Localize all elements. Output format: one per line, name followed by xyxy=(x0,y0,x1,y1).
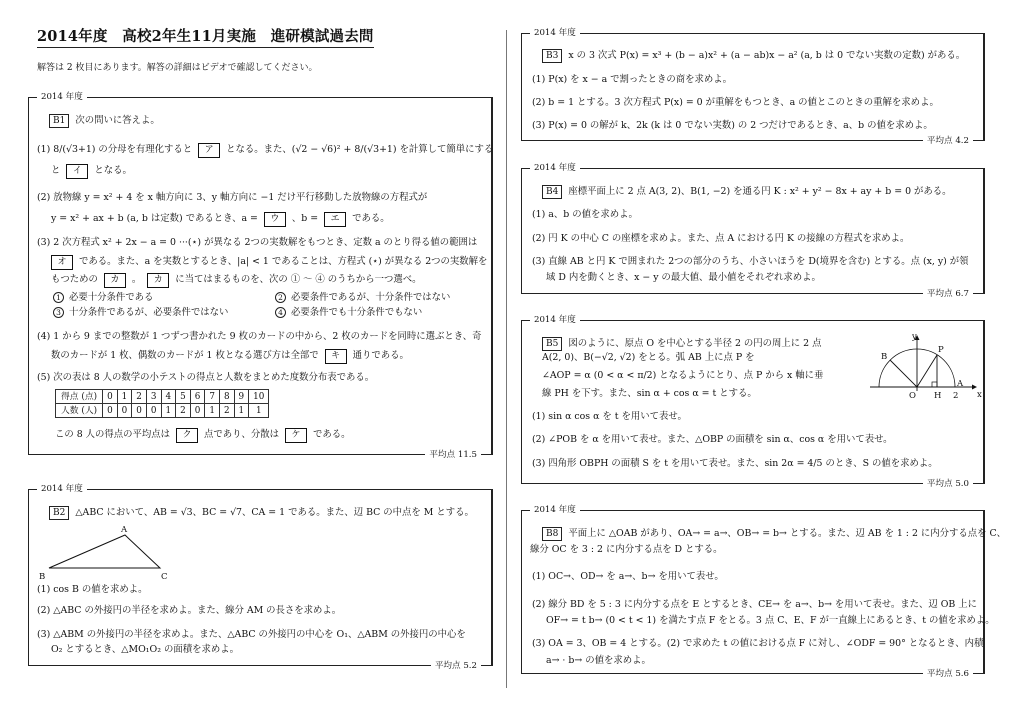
q5-text: この 8 人の得点の平均点は xyxy=(55,429,171,440)
choice-text: 必要十分条件である xyxy=(69,292,154,303)
b8-intro-line2: 線分 OC を 3 : 2 に内分する点を D とする。 xyxy=(530,544,723,555)
b4-q2: (2) 円 K の中心 C の座標を求めよ。また、点 A における円 K の接線の方程式を求めよ。 xyxy=(532,233,910,244)
problem-b4 xyxy=(521,163,985,299)
b4-q1: (1) a、b の値を求めよ。 xyxy=(532,209,638,220)
table-cell: 0 xyxy=(103,390,118,404)
answer-box-e: エ xyxy=(324,212,346,227)
intro-text: x の 3 次式 P(x) = x³ + (b − a)x² + (a − ab)x − a² (a, b は 0 でない実数の定数) がある。 xyxy=(568,50,966,61)
label-b: B xyxy=(39,572,46,582)
q1-text: (1) 8/(√3+1) の分母を有理化すると xyxy=(37,144,193,155)
answer-box-u: ウ xyxy=(264,212,286,227)
q1-text-cont: となる。また、(√2 − √6)² + 8/(√3+1) を計算して簡単にする xyxy=(226,144,494,155)
answer-box-ki: キ xyxy=(325,349,347,364)
q3-text: 。 xyxy=(131,274,142,285)
b4-q3-line1: (3) 直線 AB と円 K で囲まれた 2つの部分のうち、小さいほうを D(境界を含む) とする。点 (x, y) が領 xyxy=(532,256,969,267)
table-cell: 10 xyxy=(249,390,269,404)
q3-text: に当てはまるものを、次の ① 〜 ④ のうちから一つ選べ。 xyxy=(175,274,422,285)
table-cell: 0 xyxy=(146,404,161,418)
answer-box-ku: ク xyxy=(176,428,198,443)
year-label: 2014 年度 xyxy=(37,91,87,103)
choice-number: 3 xyxy=(53,307,64,318)
b5-intro-line2: A(2, 0)、B(−√2, √2) をとる。弧 AB 上に点 P を xyxy=(542,352,755,363)
label-c: C xyxy=(161,572,168,582)
b1-q5-line2 xyxy=(55,428,351,443)
label-a: A xyxy=(957,379,964,389)
choice-text: 必要条件でも十分条件でもない xyxy=(291,307,423,318)
label-b: B xyxy=(881,352,888,362)
b8-q2-line2: OF→ = t b→ (0 < t < 1) を満たす点 F をとる。3 点 C、E、F が一直線上にあるとき、t の値を求めよ。 xyxy=(546,615,995,626)
table-cell: 7 xyxy=(205,390,220,404)
problem-b3 xyxy=(521,28,985,146)
answer-box-ke: ケ xyxy=(285,428,307,443)
average-score: 平均点 6.7 xyxy=(923,288,973,300)
table-cell: 2 xyxy=(219,404,234,418)
year-label: 2014 年度 xyxy=(530,504,580,516)
label-p: P xyxy=(938,345,944,355)
choice-number: 2 xyxy=(275,292,286,303)
problem-b8 xyxy=(521,505,1007,679)
q2-text: である。 xyxy=(352,213,390,224)
intro-text: 平面上に △OAB があり、OA→ = a→、OB→ = b→ とする。また、辺 AB を 1 : 2 に内分する点を C、 xyxy=(568,528,1007,539)
choice-4 xyxy=(275,307,422,319)
average-score: 平均点 5.6 xyxy=(923,668,973,680)
choice-text: 十分条件であるが、必要条件ではない xyxy=(69,307,229,318)
table-cell: 8 xyxy=(219,390,234,404)
b5-intro-line3: ∠AOP = α (0 < α < π/2) となるようにとり、点 P から x 軸に垂 xyxy=(542,370,824,381)
table-cell: 4 xyxy=(161,390,176,404)
b2-q3-line2: O₂ とするとき、△MO₁O₂ の面積を求めよ。 xyxy=(51,644,239,655)
b2-q2: (2) △ABC の外接円の半径を求めよ。また、線分 AM の長さを求めよ。 xyxy=(37,605,342,616)
intro-text: 次の問いに答えよ。 xyxy=(75,115,160,126)
table-cell: 1 xyxy=(161,404,176,418)
answer-box-ka-ref: カ xyxy=(147,273,169,288)
frequency-table xyxy=(55,389,269,418)
answer-box-i: イ xyxy=(66,164,88,179)
q1-text: と xyxy=(51,165,61,176)
year-label: 2014 年度 xyxy=(530,27,580,39)
b2-q3-line1: (3) △ABM の外接円の半径を求めよ。また、△ABC の外接円の中心を O₁、△ABM の外接円の中心を xyxy=(37,629,466,640)
triangle-figure xyxy=(29,490,229,590)
table-cell: 1 xyxy=(234,404,249,418)
b1-q3-line3 xyxy=(51,273,422,288)
table-cell: 1 xyxy=(249,404,269,418)
table-row-scores xyxy=(56,390,269,404)
b3-q1: (1) P(x) を x − a で割ったときの商を求めよ。 xyxy=(532,74,733,85)
intro-text: 座標平面上に 2 点 A(3, 2)、B(1, −2) を通る円 K : x² + y² − 8x + ay + b = 0 がある。 xyxy=(568,186,952,197)
b4-intro xyxy=(542,185,952,199)
intro-text: 図のように、原点 O を中心とする半径 2 の円の周上に 2 点 xyxy=(568,338,822,349)
choice-3 xyxy=(53,307,228,319)
answer-box-a: ア xyxy=(198,143,220,158)
b1-q2-line1: (2) 放物線 y = x² + 4 を x 軸方向に 3、y 軸方向に −1 だけ平行移動した放物線の方程式が xyxy=(37,192,428,203)
q3-text: もつための xyxy=(51,274,98,285)
b8-intro-line1 xyxy=(542,527,1006,541)
problem-b2 xyxy=(28,484,493,671)
average-score: 平均点 4.2 xyxy=(923,135,973,147)
table-row-counts xyxy=(56,404,269,418)
row-header: 人数 (人) xyxy=(56,404,103,418)
label-y: y xyxy=(912,332,917,342)
choice-number: 1 xyxy=(53,292,64,303)
b8-q1: (1) OC→、OD→ を a→、b→ を用いて表せ。 xyxy=(532,571,724,582)
problem-id: B5 xyxy=(542,337,562,351)
column-divider xyxy=(506,30,507,688)
q2-text: 、b = xyxy=(291,213,319,224)
table-cell: 0 xyxy=(190,404,205,418)
q5-text: 点であり、分散は xyxy=(204,429,280,440)
b3-q2: (2) b = 1 とする。3 次方程式 P(x) = 0 が重解をもつとき、a の値とこのときの重解を求めよ。 xyxy=(532,97,939,108)
table-cell: 9 xyxy=(234,390,249,404)
problem-id: B8 xyxy=(542,527,562,541)
year-label: 2014 年度 xyxy=(37,483,87,495)
table-cell: 0 xyxy=(132,404,147,418)
problem-b1 xyxy=(28,92,494,460)
table-cell: 6 xyxy=(190,390,205,404)
year-label: 2014 年度 xyxy=(530,162,580,174)
table-cell: 0 xyxy=(103,404,118,418)
problem-id: B4 xyxy=(542,185,562,199)
q5-text: である。 xyxy=(313,429,351,440)
problem-id: B1 xyxy=(49,114,69,128)
table-cell: 2 xyxy=(132,390,147,404)
b1-q3-line1: (3) 2 次方程式 x² + 2x − a = 0 ···(⋆) が異なる 2つの実数解をもつとき、定数 a のとり得る値の範囲は xyxy=(37,237,478,248)
average-score: 平均点 11.5 xyxy=(425,449,481,461)
label-a: A xyxy=(121,525,128,535)
year-label: 2014 年度 xyxy=(530,314,580,326)
table-cell: 2 xyxy=(176,404,191,418)
choice-1 xyxy=(53,292,153,304)
b1-q4-line2 xyxy=(51,349,409,364)
b5-intro-line1 xyxy=(542,337,821,351)
q2-text: y = x² + ax + b (a, b は定数) であるとき、a = xyxy=(51,213,258,224)
answer-note: 解答は 2 枚目にあります。解答の詳細はビデオで確認してください。 xyxy=(37,63,318,73)
b3-q3: (3) P(x) = 0 の解が k、2k (k は 0 でない実数) の 2 つだけであるとき、a、b の値を求めよ。 xyxy=(532,120,933,131)
average-score: 平均点 5.2 xyxy=(431,660,481,672)
choice-number: 4 xyxy=(275,307,286,318)
b1-intro xyxy=(49,114,160,128)
row-header: 得点 (点) xyxy=(56,390,103,404)
b8-q3-line1: (3) OA = 3、OB = 4 とする。(2) で求めた t の値における点 F に対し、∠ODF = 90° となるとき、内積 xyxy=(532,638,984,649)
b8-q2-line1: (2) 線分 BD を 5 : 3 に内分する点を E とするとき、CE→ を a→、b→ を用いて表せ。また、辺 OB 上に xyxy=(532,599,978,610)
b1-q2-line2 xyxy=(51,212,390,227)
table-cell: 3 xyxy=(146,390,161,404)
page-title: 2014年度 高校2年生11月実施 進研模試過去問 xyxy=(37,28,374,48)
semicircle-figure xyxy=(862,331,982,411)
b4-q3-line2: 域 D 内を動くとき、x − y の最大値、最小値をそれぞれ求めよ。 xyxy=(546,272,821,283)
choice-text: 必要条件であるが、十分条件ではない xyxy=(291,292,451,303)
average-score: 平均点 5.0 xyxy=(923,478,973,490)
answer-box-o: オ xyxy=(51,255,73,270)
q4-text: 通りである。 xyxy=(352,350,409,361)
table-cell: 0 xyxy=(117,404,132,418)
answer-box-ka: カ xyxy=(104,273,126,288)
b5-q3: (3) 四角形 OBPH の面積 S を t を用いて表せ。また、sin 2α = 4/5 のとき、S の値を求めよ。 xyxy=(532,458,938,469)
b1-q5-line1: (5) 次の表は 8 人の数学の小テストの得点と人数をまとめた度数分布表である。 xyxy=(37,372,375,383)
b1-q3-line2 xyxy=(51,255,487,270)
table-cell: 5 xyxy=(176,390,191,404)
b1-q4-line1: (4) 1 から 9 までの整数が 1 つずつ書かれた 9 枚のカードの中から、2 枚のカードを同時に選ぶとき、奇 xyxy=(37,331,482,342)
label-x: x xyxy=(977,390,982,400)
label-two: 2 xyxy=(953,391,959,401)
problem-b5 xyxy=(521,315,985,489)
b5-intro-line4: 線 PH を下す。また、sin α + cos α = t とする。 xyxy=(542,388,757,399)
table-cell: 1 xyxy=(117,390,132,404)
table-cell: 1 xyxy=(205,404,220,418)
b1-q1-line1 xyxy=(37,143,493,158)
q1-text-cont: となる。 xyxy=(94,165,132,176)
q3-text: である。また、a を実数とするとき、|a| < 1 であることは、方程式 (⋆) が異なる 2つの実数解を xyxy=(78,256,488,267)
label-h: H xyxy=(934,391,942,401)
problem-id: B2 xyxy=(49,506,69,520)
b2-q1: (1) cos B の値を求めよ。 xyxy=(37,584,148,595)
problem-id: B3 xyxy=(542,49,562,63)
b5-q2: (2) ∠POB を α を用いて表せ。また、△OBP の面積を sin α、cos α を用いて表せ。 xyxy=(532,434,893,445)
choice-2 xyxy=(275,292,450,304)
intro-text: △ABC において、AB = √3、BC = √7、CA = 1 である。また、辺 BC の中点を M とする。 xyxy=(75,507,474,518)
b1-q1-line2 xyxy=(51,164,132,179)
label-o: O xyxy=(909,391,916,401)
q4-text: 数のカードが 1 枚、偶数のカードが 1 枚となる選び方は全部で xyxy=(51,350,319,361)
b8-q3-line2: a→ · b→ の値を求めよ。 xyxy=(546,655,651,666)
b5-q1: (1) sin α cos α を t を用いて表せ。 xyxy=(532,411,687,422)
b3-intro xyxy=(542,49,965,63)
